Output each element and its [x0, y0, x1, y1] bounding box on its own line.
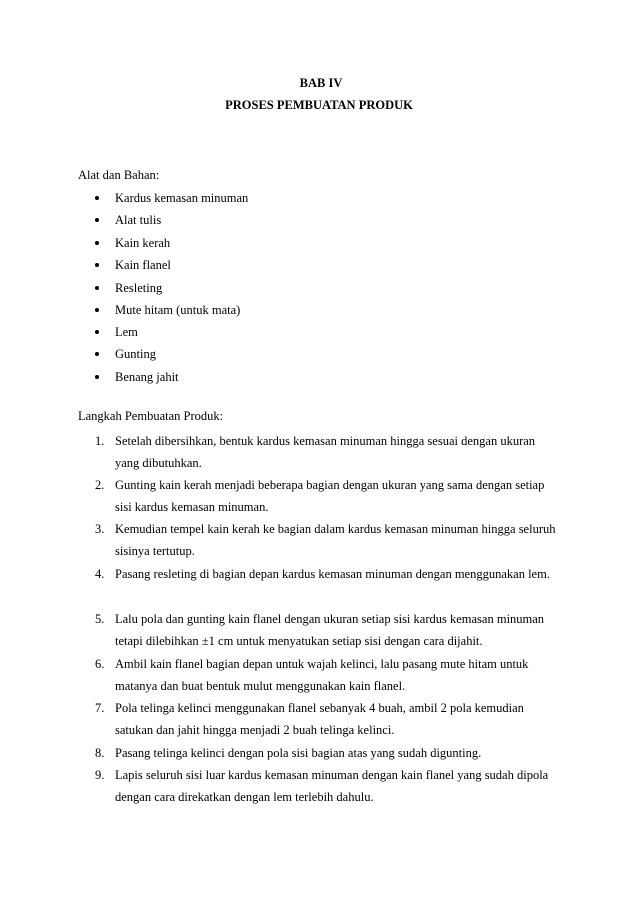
bullet-icon: [95, 308, 99, 312]
step-text: Ambil kain flanel bagian depan untuk wajah kelinci, lalu pasang mute hitam untuk matanya dan buat bentuk mulut menggunakan kain flanel.: [115, 657, 529, 693]
step-text: Lalu pola dan gunting kain flanel dengan ukuran setiap sisi kardus kemasan minuman tetapi dilebihkan ±1 cm untuk menyatukan setiap sisi dengan cara dijahit.: [115, 612, 545, 648]
step-number: 9.: [95, 768, 105, 782]
bullet-icon: [95, 241, 99, 245]
step-text: Lapis seluruh sisi luar kardus kemasan minuman dengan kain flanel yang sudah dipola dengan cara direkatkan dengan lem terlebih dahulu.: [115, 768, 549, 804]
step-number: 6.: [95, 657, 105, 671]
bullet-icon: [95, 375, 99, 379]
step-number: 3.: [95, 522, 105, 536]
step-number: 4.: [95, 567, 105, 581]
step-text: Pasang resleting di bagian depan kardus kemasan minuman dengan menggunakan lem.: [115, 567, 550, 581]
chapter-title: PROSES PEMBUATAN PRODUK: [225, 98, 413, 112]
step-number: 8.: [95, 746, 105, 760]
bullet-icon: [95, 218, 99, 222]
step-text: Setelah dibersihkan, bentuk kardus kemasan minuman hingga sesuai dengan ukuran yang dibutuhkan.: [115, 434, 536, 470]
step-text: Gunting kain kerah menjadi beberapa bagian dengan ukuran yang sama dengan setiap sisi kardus kemasan minuman.: [115, 478, 545, 514]
step-number: 2.: [95, 478, 105, 492]
bullet-icon: [95, 263, 99, 267]
materials-heading: Alat dan Bahan:: [78, 168, 160, 182]
bullet-icon: [95, 330, 99, 334]
step-number: 1.: [95, 434, 105, 448]
steps-heading: Langkah Pembuatan Produk:: [78, 409, 224, 423]
bullet-icon: [95, 286, 99, 290]
step-text: Pola telinga kelinci menggunakan flanel sebanyak 4 buah, ambil 2 pola kemudian satukan dan jahit hingga menjadi 2 buah telinga kelinci.: [115, 701, 524, 737]
step-text: Kemudian tempel kain kerah ke bagian dalam kardus kemasan minuman hingga seluruh sisinya tertutup.: [115, 522, 556, 558]
bullet-icon: [95, 196, 99, 200]
chapter-label: BAB IV: [299, 76, 343, 90]
step-text: Pasang telinga kelinci dengan pola sisi bagian atas yang sudah digunting.: [115, 746, 482, 760]
step-number: 5.: [95, 612, 105, 626]
document-page: BAB IV PROSES PEMBUATAN PRODUK Alat dan Bahan: Kardus kemasan minuman Alat tulis Kain kerah Kain flanel Resleting Mute hitam (untuk mata) Lem Gunting Benang jahit Langkah Pembuatan Produk: 1. Setelah dibersihkan, bentuk kardus kemasan minuman hingga sesuai dengan ukuran yang dibutuhkan. 2. Gunting kain kerah menjadi beberapa bagian dengan ukuran yang sama dengan setiap sisi kardus kemasan minuman. 3. Kemudian tempel kain kerah ke bagian dalam kardus kemasan minuman hingga seluruh sisinya tertutup. 4. Pasang resleting di bagian depan kardus kemasan minuman dengan menggunakan lem. 5. Lalu pola dan gunting kain flanel dengan ukuran setiap sisi kardus kemasan minuman tetapi dilebihkan ±1 cm untuk menyatukan setiap sisi dengan cara dijahit. 6. Ambil kain flanel bagian depan untuk wajah kelinci, lalu pasang mute hitam untuk matanya dan buat bentuk mulut menggunakan kain flanel. 7. Pola telinga kelinci menggunakan flanel sebanyak 4 buah, ambil 2 pola kemudian satukan dan jahit hingga menjadi 2 buah telinga kelinci. 8. Pasang telinga kelinci dengan pola sisi bagian atas yang sudah digunting. 9. Lapis seluruh sisi luar kardus kemasan minuman dengan kain flanel yang sudah dipola dengan cara direkatkan dengan lem terlebih dahulu.: [0, 0, 638, 903]
step-number: 7.: [95, 701, 105, 715]
bullet-icon: [95, 352, 99, 356]
